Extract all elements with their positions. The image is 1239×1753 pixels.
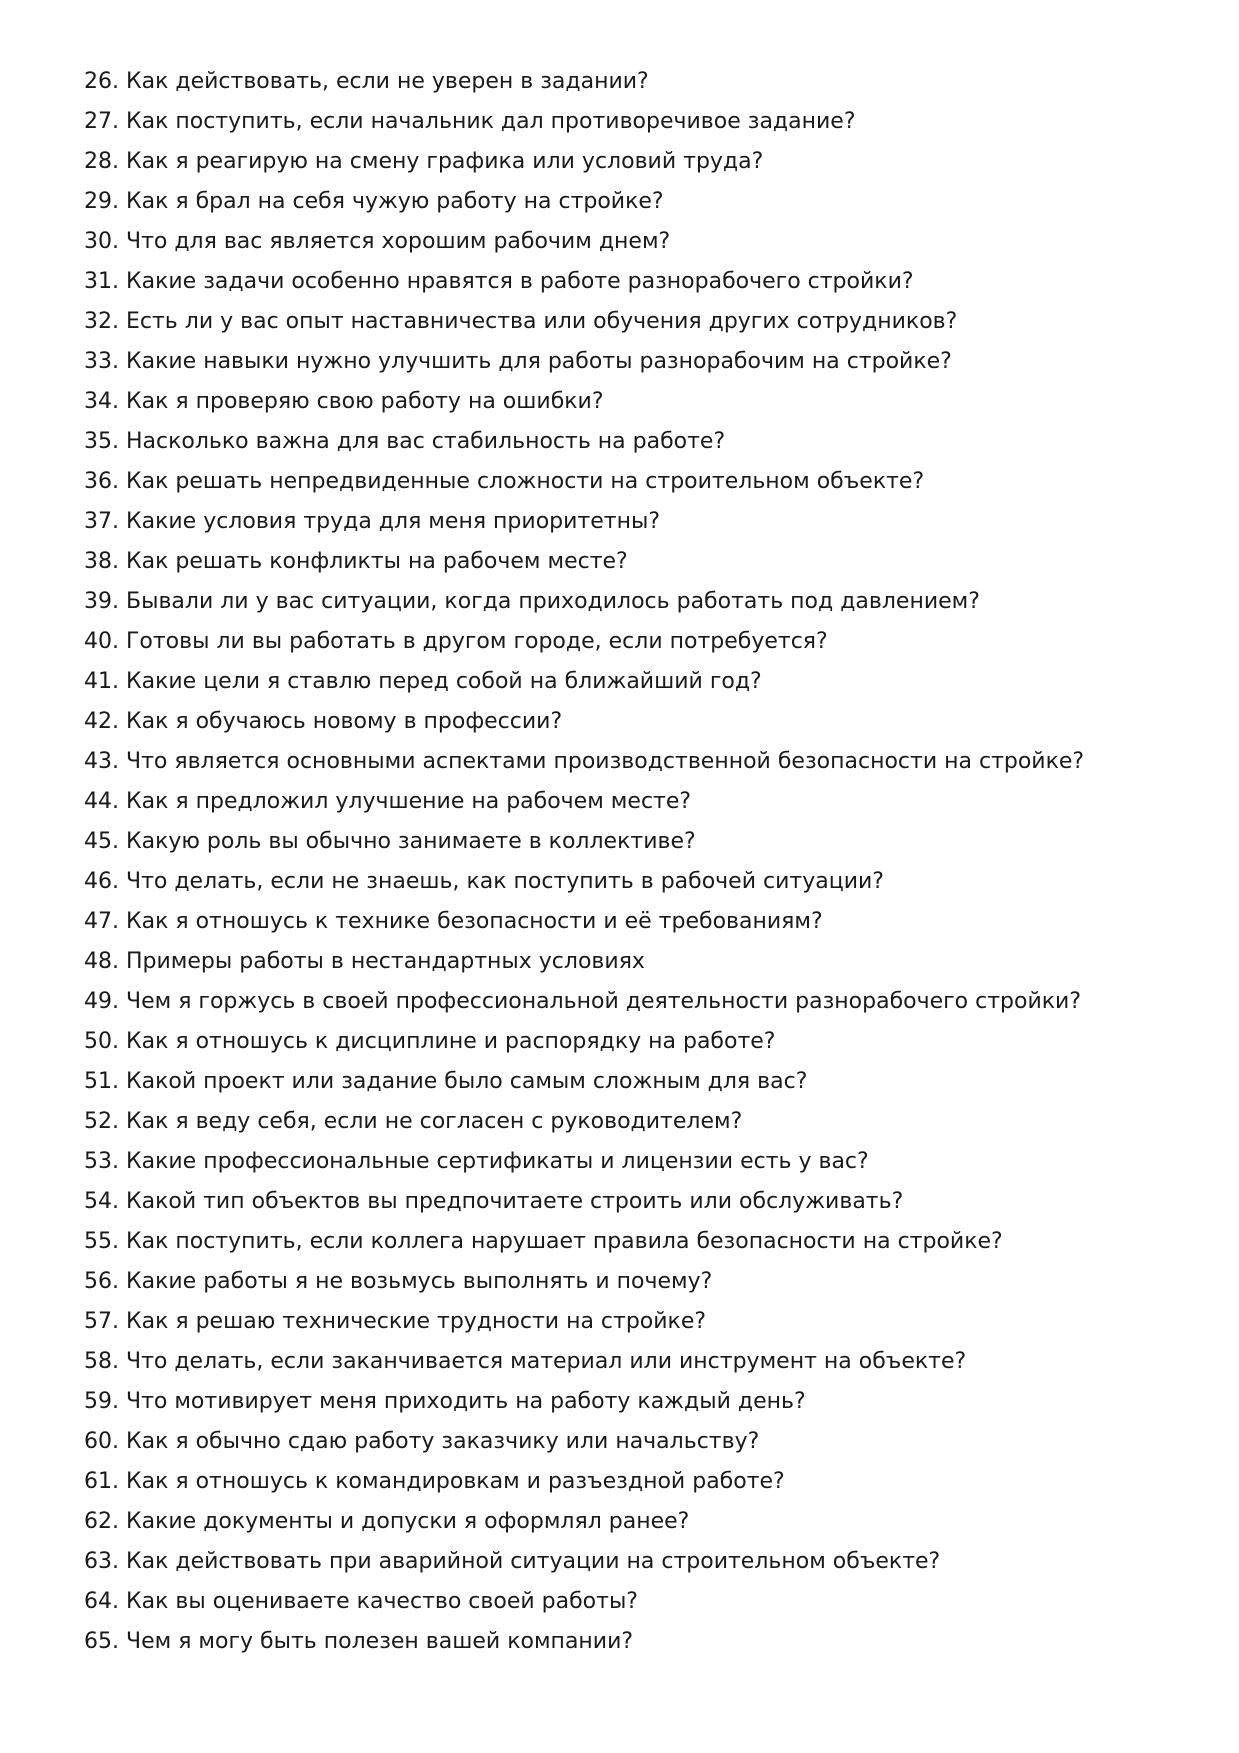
question-item: 63. Как действовать при аварийной ситуации на строительном объекте? — [84, 1549, 941, 1574]
question-item: 35. Насколько важна для вас стабильность на работе? — [84, 429, 726, 454]
question-item: 59. Что мотивирует меня приходить на работу каждый день? — [84, 1389, 806, 1414]
question-item: 64. Как вы оцениваете качество своей работы? — [84, 1589, 638, 1614]
question-item: 65. Чем я могу быть полезен вашей компании? — [84, 1629, 634, 1654]
question-item: 30. Что для вас является хорошим рабочим днем? — [84, 229, 671, 254]
question-item: 46. Что делать, если не знаешь, как поступить в рабочей ситуации? — [84, 869, 884, 894]
question-item: 57. Как я решаю технические трудности на стройке? — [84, 1309, 707, 1334]
question-item: 31. Какие задачи особенно нравятся в работе разнорабочего стройки? — [84, 269, 914, 294]
question-item: 37. Какие условия труда для меня приоритетны? — [84, 509, 661, 534]
question-item: 40. Готовы ли вы работать в другом городе, если потребуется? — [84, 629, 828, 654]
question-item: 29. Как я брал на себя чужую работу на стройке? — [84, 189, 664, 214]
question-item: 55. Как поступить, если коллега нарушает правила безопасности на стройке? — [84, 1229, 1003, 1254]
question-item: 34. Как я проверяю свою работу на ошибки? — [84, 389, 604, 414]
question-item: 61. Как я отношусь к командировкам и разъездной работе? — [84, 1469, 785, 1494]
question-item: 62. Какие документы и допуски я оформлял ранее? — [84, 1509, 690, 1534]
question-item: 50. Как я отношусь к дисциплине и распорядку на работе? — [84, 1029, 776, 1054]
question-item: 49. Чем я горжусь в своей профессиональной деятельности разнорабочего стройки? — [84, 989, 1082, 1014]
question-item: 27. Как поступить, если начальник дал противоречивое задание? — [84, 109, 856, 134]
question-item: 56. Какие работы я не возьмусь выполнять и почему? — [84, 1269, 713, 1294]
question-item: 44. Как я предложил улучшение на рабочем месте? — [84, 789, 692, 814]
question-item: 42. Как я обучаюсь новому в профессии? — [84, 709, 563, 734]
question-item: 43. Что является основными аспектами производственной безопасности на стройке? — [84, 749, 1085, 774]
question-item: 53. Какие профессиональные сертификаты и лицензии есть у вас? — [84, 1149, 869, 1174]
question-item: 51. Какой проект или задание было самым сложным для вас? — [84, 1069, 808, 1094]
question-item: 48. Примеры работы в нестандартных условиях — [84, 949, 645, 974]
question-item: 28. Как я реагирую на смену графика или условий труда? — [84, 149, 764, 174]
question-item: 54. Какой тип объектов вы предпочитаете строить или обслуживать? — [84, 1189, 904, 1214]
question-item: 26. Как действовать, если не уверен в задании? — [84, 69, 649, 94]
question-list — [84, 62, 1084, 1662]
question-item: 36. Как решать непредвиденные сложности на строительном объекте? — [84, 469, 925, 494]
question-item: 45. Какую роль вы обычно занимаете в коллективе? — [84, 829, 696, 854]
question-item: 58. Что делать, если заканчивается материал или инструмент на объекте? — [84, 1349, 967, 1374]
question-item: 41. Какие цели я ставлю перед собой на ближайший год? — [84, 669, 762, 694]
question-item: 39. Бывали ли у вас ситуации, когда приходилось работать под давлением? — [84, 589, 980, 614]
question-item: 33. Какие навыки нужно улучшить для работы разнорабочим на стройке? — [84, 349, 952, 374]
question-item: 52. Как я веду себя, если не согласен с руководителем? — [84, 1109, 743, 1134]
question-item: 32. Есть ли у вас опыт наставничества или обучения других сотрудников? — [84, 309, 958, 334]
question-item: 60. Как я обычно сдаю работу заказчику или начальству? — [84, 1429, 760, 1454]
question-item: 47. Как я отношусь к технике безопасности и её требованиям? — [84, 909, 823, 934]
question-item: 38. Как решать конфликты на рабочем месте? — [84, 549, 628, 574]
